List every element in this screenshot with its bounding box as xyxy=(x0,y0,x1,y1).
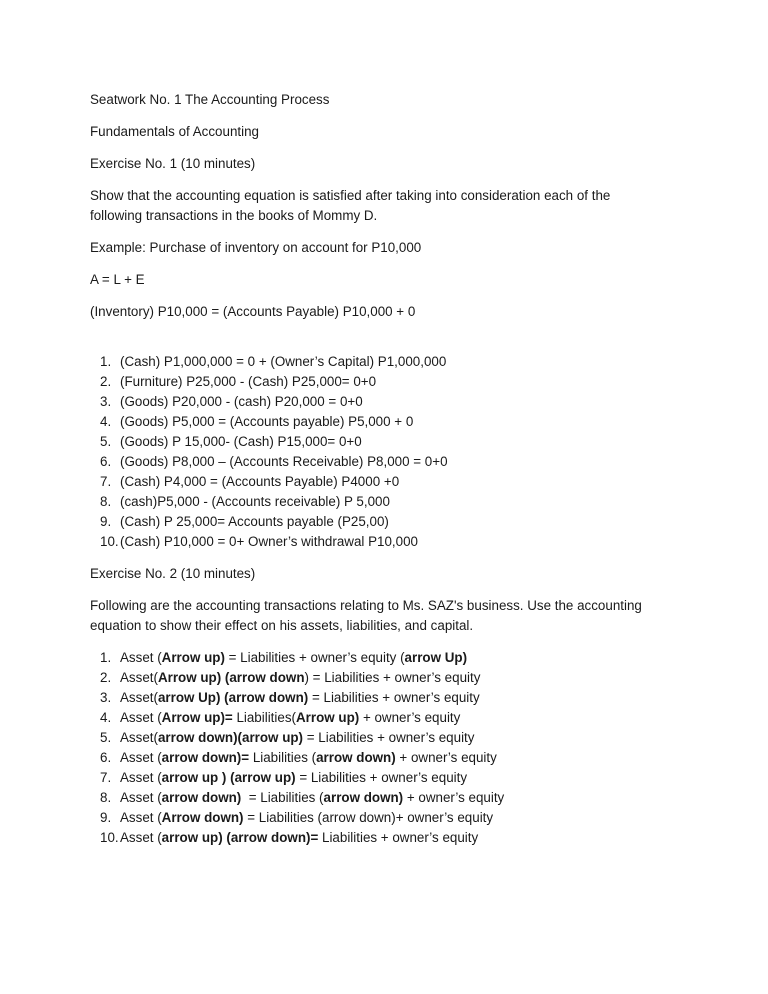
list-number: 3. xyxy=(100,394,112,409)
exercise-2-heading: Exercise No. 2 (10 minutes) xyxy=(90,566,256,581)
text-segment: + owner’s equity xyxy=(403,790,505,805)
list-item xyxy=(90,432,690,452)
text-segment: Asset ( xyxy=(120,770,162,785)
list-item xyxy=(90,828,690,848)
text-segment: Liabilities ( xyxy=(249,750,317,765)
bold-segment: Arrow up)= xyxy=(161,710,233,725)
text-segment: Liabilities( xyxy=(232,710,296,725)
bold-segment: arrow down) xyxy=(323,790,404,805)
list-item-text xyxy=(120,670,480,685)
list-item xyxy=(90,352,690,372)
text-segment: Asset( xyxy=(120,730,158,745)
list-item-text: (Furniture) P25,000 - (Cash) P25,000= 0+0 xyxy=(120,374,377,389)
text-segment: Asset ( xyxy=(120,810,162,825)
text-segment: Asset( xyxy=(120,670,158,685)
list-number: 5. xyxy=(100,434,112,449)
exercise-1-instructions: Show that the accounting equation is satisfied after taking into consideration each of the following transactions in the books of Mommy D. xyxy=(90,188,611,223)
list-item-text xyxy=(120,730,474,745)
document-title: Seatwork No. 1 The Accounting Process xyxy=(90,92,330,107)
bold-segment: Arrow up) xyxy=(295,710,360,725)
list-number: 8. xyxy=(100,494,112,509)
document-page xyxy=(90,90,690,860)
example-answer: (Inventory) P10,000 = (Accounts Payable) P10,000 + 0 xyxy=(90,304,416,319)
list-number: 4. xyxy=(100,414,112,429)
example-label: Example: Purchase of inventory on account for P10,000 xyxy=(90,240,422,255)
list-item xyxy=(90,392,690,412)
bold-segment: Arrow down) xyxy=(161,810,244,825)
text-segment: = Liabilities + owner’s equity ( xyxy=(224,650,405,665)
exercise-1-heading: Exercise No. 1 (10 minutes) xyxy=(90,156,256,171)
list-item-text: (Goods) P 15,000- (Cash) P15,000= 0+0 xyxy=(120,434,362,449)
bold-segment: arrow down) xyxy=(161,790,242,805)
bold-segment: arrow Up) xyxy=(404,650,468,665)
text-segment: + owner’s equity xyxy=(359,710,461,725)
accounting-equation: A = L + E xyxy=(90,272,145,287)
list-item-text xyxy=(120,790,504,805)
list-number: 10. xyxy=(100,534,119,549)
list-number: 10. xyxy=(100,830,119,845)
list-number: 7. xyxy=(100,770,112,785)
list-item-text: (Cash) P4,000 = (Accounts Payable) P4000 +0 xyxy=(120,474,400,489)
bold-segment: arrow down)= xyxy=(161,750,250,765)
list-item-text xyxy=(120,750,497,765)
list-item-text: (Cash) P1,000,000 = 0 + (Owner’s Capital) P1,000,000 xyxy=(120,354,447,369)
text-segment: ) = Liabilities + owner’s equity xyxy=(304,670,481,685)
text-segment: = Liabilities ( xyxy=(241,790,324,805)
list-item-text xyxy=(120,810,493,825)
text-segment: = Liabilities + owner’s equity xyxy=(303,730,475,745)
document-subtitle: Fundamentals of Accounting xyxy=(90,124,259,139)
list-item-text xyxy=(120,690,480,705)
list-number: 6. xyxy=(100,454,112,469)
list-item-text: (Goods) P20,000 - (cash) P20,000 = 0+0 xyxy=(120,394,363,409)
list-item xyxy=(90,532,690,552)
list-number: 4. xyxy=(100,710,112,725)
list-number: 8. xyxy=(100,790,112,805)
list-item xyxy=(90,708,690,728)
exercise-2-answer-list xyxy=(90,648,690,848)
list-item xyxy=(90,512,690,532)
list-item-text xyxy=(120,770,467,785)
blank-line xyxy=(90,334,690,352)
list-number: 1. xyxy=(100,650,112,665)
list-item-text xyxy=(120,830,478,845)
list-number: 1. xyxy=(100,354,112,369)
text-segment: = Liabilities + owner’s equity xyxy=(295,770,468,785)
list-number: 5. xyxy=(100,730,112,745)
list-item-text: (cash)P5,000 - (Accounts receivable) P 5,000 xyxy=(120,494,390,509)
text-segment: Asset ( xyxy=(120,830,162,845)
list-number: 9. xyxy=(100,810,112,825)
list-item xyxy=(90,748,690,768)
text-segment: = Liabilities (arrow down)+ owner’s equity xyxy=(243,810,494,825)
list-item xyxy=(90,412,690,432)
list-item xyxy=(90,668,690,688)
list-item xyxy=(90,492,690,512)
list-item xyxy=(90,452,690,472)
list-number: 3. xyxy=(100,690,112,705)
list-item xyxy=(90,648,690,668)
bold-segment: arrow Up) (arrow down) xyxy=(157,690,309,705)
list-number: 2. xyxy=(100,670,112,685)
bold-segment: arrow down)(arrow up) xyxy=(157,730,304,745)
bold-segment: arrow down) xyxy=(316,750,396,765)
text-segment: Liabilities + owner’s equity xyxy=(318,830,479,845)
bold-segment: arrow up) (arrow down)= xyxy=(161,830,319,845)
list-item xyxy=(90,688,690,708)
bold-segment: Arrow up) xyxy=(161,650,225,665)
list-number: 2. xyxy=(100,374,112,389)
bold-segment: arrow up ) (arrow up) xyxy=(161,770,296,785)
list-number: 7. xyxy=(100,474,112,489)
text-segment: Asset ( xyxy=(120,790,162,805)
bold-segment: Arrow up) (arrow down xyxy=(157,670,305,685)
text-segment: Asset( xyxy=(120,690,158,705)
text-segment: Asset ( xyxy=(120,650,162,665)
list-number: 6. xyxy=(100,750,112,765)
list-item-text: (Cash) P 25,000= Accounts payable (P25,00) xyxy=(120,514,389,529)
exercise-2-instructions: Following are the accounting transactions relating to Ms. SAZ's business. Use the accounting equation to show their effect on his assets, liabilities, and capital. xyxy=(90,598,642,633)
text-segment: + owner’s equity xyxy=(395,750,497,765)
text-segment: Asset ( xyxy=(120,750,162,765)
list-item xyxy=(90,788,690,808)
list-item xyxy=(90,472,690,492)
list-item xyxy=(90,372,690,392)
list-item-text: (Cash) P10,000 = 0+ Owner’s withdrawal P10,000 xyxy=(120,534,418,549)
text-segment: Asset ( xyxy=(120,710,162,725)
list-item-text xyxy=(120,650,467,665)
text-segment: = Liabilities + owner’s equity xyxy=(308,690,480,705)
list-item xyxy=(90,728,690,748)
list-item xyxy=(90,808,690,828)
list-item-text xyxy=(120,710,460,725)
list-item xyxy=(90,768,690,788)
list-item-text: (Goods) P8,000 – (Accounts Receivable) P8,000 = 0+0 xyxy=(120,454,448,469)
list-item-text: (Goods) P5,000 = (Accounts payable) P5,000 + 0 xyxy=(120,414,414,429)
list-number: 9. xyxy=(100,514,112,529)
exercise-1-answer-list xyxy=(90,352,690,552)
